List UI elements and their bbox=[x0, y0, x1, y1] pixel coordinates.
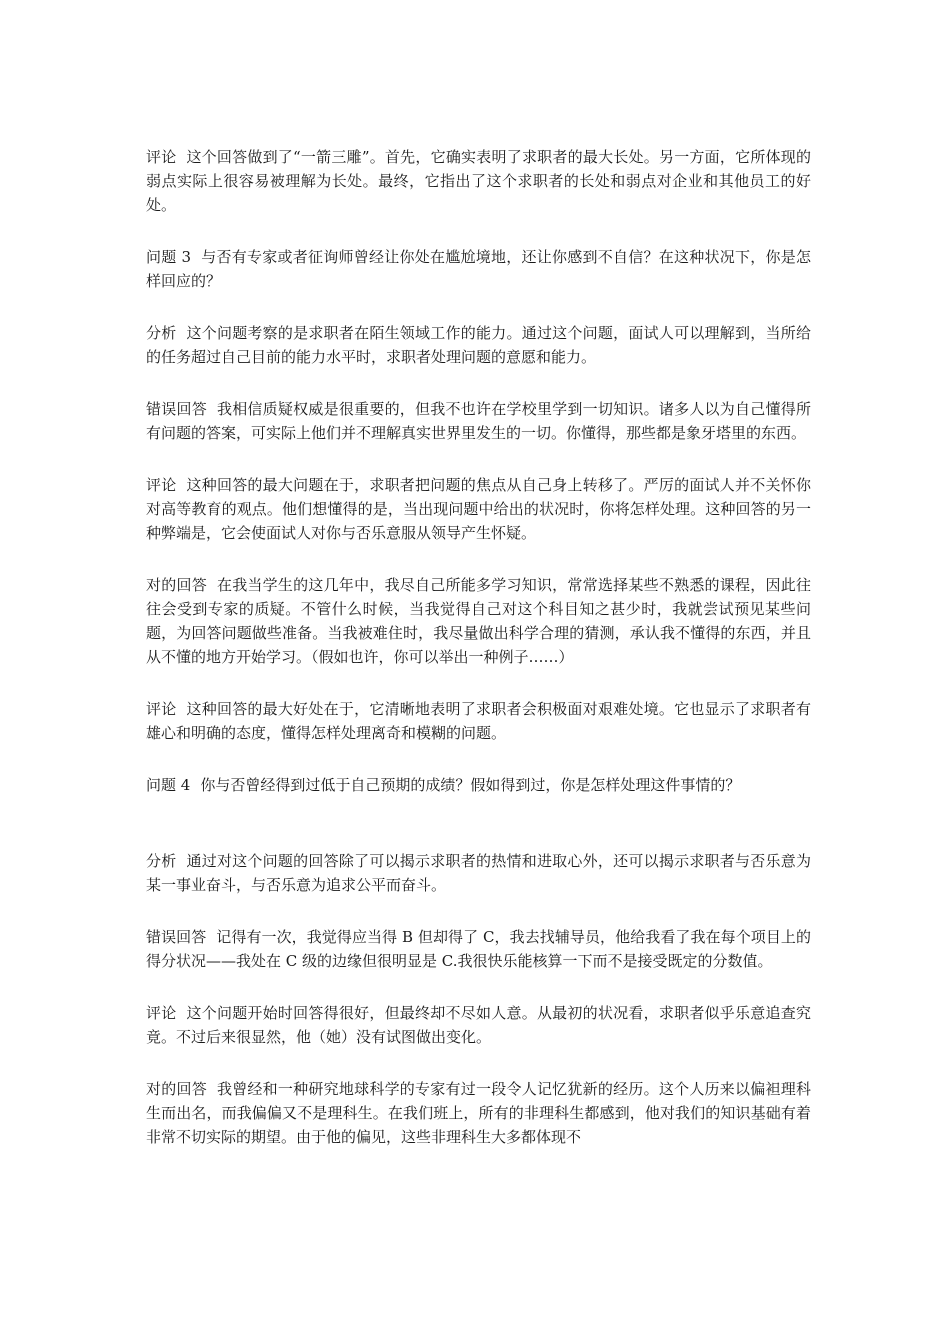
paragraph-label: 评论 bbox=[146, 148, 177, 166]
paragraph-text: 这个回答做到了“一箭三雕”。首先，它确实表明了求职者的最大长处。另一方面，它所体现的弱点实际上很容易被理解为长处。最终，它指出了这个求职者的长处和弱点对企业和其他员工的好处。 bbox=[146, 148, 811, 214]
paragraph-text: 我曾经和一种研究地球科学的专家有过一段令人记忆犹新的经历。这个人历来以偏袒理科生而出名，而我偏偏又不是理科生。在我们班上，所有的非理科生都感到，他对我们的知识基础有着非常不切实际的期望。由于他的偏见，这些非理科生大多都体现不 bbox=[146, 1080, 811, 1146]
comment-paragraph bbox=[146, 697, 811, 745]
paragraph-text: 与否有专家或者征询师曾经让你处在尴尬境地，还让你感到不自信？在这种状况下，你是怎样回应的？ bbox=[146, 248, 811, 290]
question-paragraph bbox=[146, 773, 811, 797]
paragraph-text: 在我当学生的这几年中，我尽自己所能多学习知识，常常选择某些不熟悉的课程，因此往往会受到专家的质疑。不管什么时候，当我觉得自己对这个科目知之甚少时，我就尝试预见某些问题，为回答问题做些准备。当我被难住时，我尽量做出科学合理的猜测，承认我不懂得的东西，并且从不懂的地方开始学习。（假如也许，你可以举出一种例子……） bbox=[146, 576, 811, 666]
analysis-paragraph bbox=[146, 321, 811, 369]
question-paragraph bbox=[146, 245, 811, 293]
wrong-answer-paragraph bbox=[146, 925, 811, 973]
paragraph-label: 评论 bbox=[146, 1004, 177, 1022]
right-answer-paragraph bbox=[146, 573, 811, 669]
comment-paragraph bbox=[146, 1001, 811, 1049]
paragraph-text: 记得有一次，我觉得应当得 B 但却得了 C，我去找辅导员，他给我看了我在每个项目上的得分状况——我处在 C 级的边缘但很明显是 C.我很快乐能核算一下而不是接受既定的分数值。 bbox=[146, 928, 811, 970]
paragraph-text: 我相信质疑权威是很重要的，但我不也许在学校里学到一切知识。诸多人以为自己懂得所有问题的答案，可实际上他们并不理解真实世界里发生的一切。你懂得，那些都是象牙塔里的东西。 bbox=[146, 400, 811, 442]
paragraph-label: 对的回答 bbox=[146, 576, 207, 594]
wrong-answer-paragraph bbox=[146, 397, 811, 445]
comment-paragraph bbox=[146, 473, 811, 545]
right-answer-paragraph bbox=[146, 1077, 811, 1149]
paragraph-label: 对的回答 bbox=[146, 1080, 207, 1098]
paragraph-label: 错误回答 bbox=[146, 400, 207, 418]
comment-paragraph bbox=[146, 145, 811, 217]
paragraph-text: 你与否曾经得到过低于自己预期的成绩？假如得到过，你是怎样处理这件事情的？ bbox=[200, 776, 741, 794]
paragraph-label: 问题 4 bbox=[146, 776, 191, 794]
paragraph-text: 这个问题开始时回答得很好，但最终却不尽如人意。从最初的状况看，求职者似乎乐意追查究竟。不过后来很显然，他（她）没有试图做出变化。 bbox=[146, 1004, 811, 1046]
paragraph-label: 分析 bbox=[146, 324, 177, 342]
analysis-paragraph bbox=[146, 849, 811, 897]
paragraph-label: 错误回答 bbox=[146, 928, 207, 946]
paragraph-text: 通过对这个问题的回答除了可以揭示求职者的热情和进取心外，还可以揭示求职者与否乐意为某一事业奋斗，与否乐意为追求公平而奋斗。 bbox=[146, 852, 811, 894]
paragraph-label: 评论 bbox=[146, 700, 177, 718]
paragraph-label: 问题 3 bbox=[146, 248, 192, 266]
paragraph-label: 分析 bbox=[146, 852, 177, 870]
document-body bbox=[146, 145, 811, 1177]
paragraph-text: 这种回答的最大好处在于，它清晰地表明了求职者会积极面对艰难处境。它也显示了求职者有雄心和明确的态度，懂得怎样处理离奇和模糊的问题。 bbox=[146, 700, 811, 742]
paragraph-text: 这个问题考察的是求职者在陌生领域工作的能力。通过这个问题，面试人可以理解到，当所给的任务超过自己目前的能力水平时，求职者处理问题的意愿和能力。 bbox=[146, 324, 811, 366]
paragraph-label: 评论 bbox=[146, 476, 177, 494]
paragraph-text: 这种回答的最大问题在于，求职者把问题的焦点从自己身上转移了。严厉的面试人并不关怀你对高等教育的观点。他们想懂得的是，当出现问题中给出的状况时，你将怎样处理。这种回答的另一种弊端是，它会使面试人对你与否乐意服从领导产生怀疑。 bbox=[146, 476, 811, 542]
